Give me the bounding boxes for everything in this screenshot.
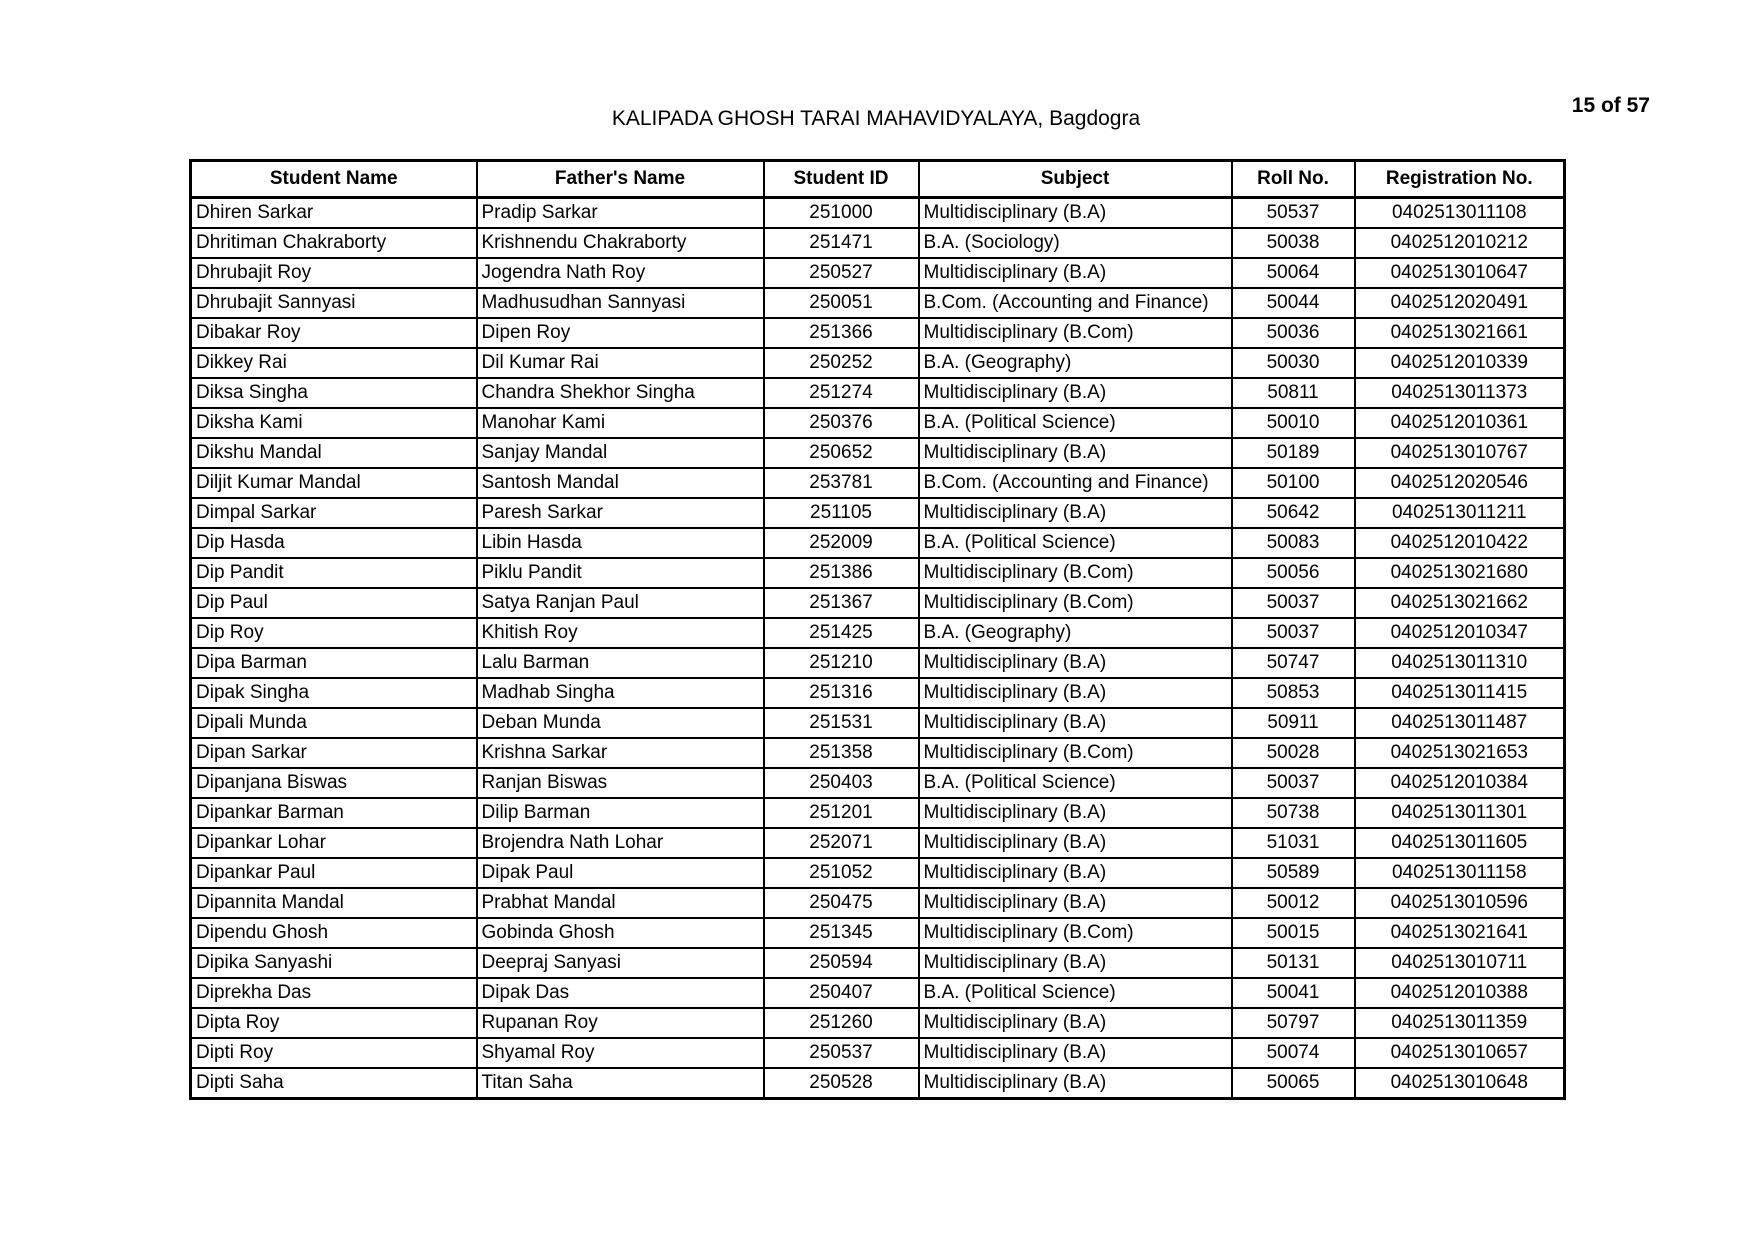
cell-student-id: 250594 (764, 948, 919, 978)
cell-student-name: Diljit Kumar Mandal (191, 468, 477, 498)
cell-father-name: Pradip Sarkar (477, 198, 764, 229)
cell-registration-no: 0402513021680 (1355, 558, 1565, 588)
cell-subject: Multidisciplinary (B.A) (919, 798, 1232, 828)
cell-registration-no: 0402513010596 (1355, 888, 1565, 918)
cell-father-name: Satya Ranjan Paul (477, 588, 764, 618)
cell-student-name: Dipali Munda (191, 708, 477, 738)
column-header-father-name: Father's Name (477, 161, 764, 198)
cell-father-name: Brojendra Nath Lohar (477, 828, 764, 858)
cell-subject: Multidisciplinary (B.A) (919, 1038, 1232, 1068)
cell-registration-no: 0402513010767 (1355, 438, 1565, 468)
cell-student-id: 250652 (764, 438, 919, 468)
cell-father-name: Dil Kumar Rai (477, 348, 764, 378)
cell-subject: B.A. (Political Science) (919, 408, 1232, 438)
cell-roll-no: 50015 (1232, 918, 1355, 948)
cell-subject: B.A. (Geography) (919, 618, 1232, 648)
cell-registration-no: 0402512010212 (1355, 228, 1565, 258)
cell-student-name: Dipti Roy (191, 1038, 477, 1068)
table-row (191, 648, 1565, 678)
table-row (191, 948, 1565, 978)
column-header-roll-no: Roll No. (1232, 161, 1355, 198)
table-row (191, 768, 1565, 798)
cell-subject: Multidisciplinary (B.A) (919, 1008, 1232, 1038)
cell-roll-no: 50074 (1232, 1038, 1355, 1068)
cell-roll-no: 50811 (1232, 378, 1355, 408)
cell-student-name: Dipannita Mandal (191, 888, 477, 918)
cell-student-id: 250376 (764, 408, 919, 438)
cell-student-id: 250407 (764, 978, 919, 1008)
table-row (191, 348, 1565, 378)
cell-student-id: 251358 (764, 738, 919, 768)
cell-roll-no: 50911 (1232, 708, 1355, 738)
cell-subject: B.A. (Political Science) (919, 978, 1232, 1008)
cell-father-name: Khitish Roy (477, 618, 764, 648)
cell-father-name: Libin Hasda (477, 528, 764, 558)
cell-father-name: Krishnendu Chakraborty (477, 228, 764, 258)
cell-roll-no: 50037 (1232, 768, 1355, 798)
cell-student-id: 251367 (764, 588, 919, 618)
cell-registration-no: 0402513010647 (1355, 258, 1565, 288)
cell-roll-no: 50131 (1232, 948, 1355, 978)
cell-registration-no: 0402513010648 (1355, 1068, 1565, 1099)
cell-registration-no: 0402513011605 (1355, 828, 1565, 858)
cell-student-id: 252009 (764, 528, 919, 558)
cell-roll-no: 50853 (1232, 678, 1355, 708)
cell-student-id: 250528 (764, 1068, 919, 1099)
table-row (191, 1068, 1565, 1099)
cell-student-id: 251471 (764, 228, 919, 258)
cell-registration-no: 0402513021641 (1355, 918, 1565, 948)
cell-roll-no: 50100 (1232, 468, 1355, 498)
cell-roll-no: 50036 (1232, 318, 1355, 348)
page-title: KALIPADA GHOSH TARAI MAHAVIDYALAYA, Bagdogra (611, 107, 1141, 130)
cell-roll-no: 51031 (1232, 828, 1355, 858)
cell-roll-no: 50044 (1232, 288, 1355, 318)
table-row (191, 888, 1565, 918)
cell-student-name: Diksa Singha (191, 378, 477, 408)
cell-subject: Multidisciplinary (B.Com) (919, 318, 1232, 348)
cell-student-id: 251531 (764, 708, 919, 738)
cell-father-name: Titan Saha (477, 1068, 764, 1099)
cell-roll-no: 50037 (1232, 618, 1355, 648)
cell-student-id: 253781 (764, 468, 919, 498)
cell-father-name: Shyamal Roy (477, 1038, 764, 1068)
cell-roll-no: 50041 (1232, 978, 1355, 1008)
cell-registration-no: 0402513011487 (1355, 708, 1565, 738)
cell-father-name: Lalu Barman (477, 648, 764, 678)
cell-student-id: 251260 (764, 1008, 919, 1038)
cell-subject: Multidisciplinary (B.Com) (919, 558, 1232, 588)
cell-student-name: Diksha Kami (191, 408, 477, 438)
cell-subject: B.A. (Political Science) (919, 528, 1232, 558)
cell-student-id: 250527 (764, 258, 919, 288)
cell-student-name: Dikkey Rai (191, 348, 477, 378)
cell-roll-no: 50589 (1232, 858, 1355, 888)
cell-father-name: Chandra Shekhor Singha (477, 378, 764, 408)
cell-registration-no: 0402513011359 (1355, 1008, 1565, 1038)
cell-student-name: Dhrubajit Roy (191, 258, 477, 288)
cell-father-name: Dipak Das (477, 978, 764, 1008)
cell-student-name: Dimpal Sarkar (191, 498, 477, 528)
cell-father-name: Santosh Mandal (477, 468, 764, 498)
cell-subject: B.A. (Political Science) (919, 768, 1232, 798)
cell-registration-no: 0402512010347 (1355, 618, 1565, 648)
cell-roll-no: 50056 (1232, 558, 1355, 588)
cell-registration-no: 0402512020546 (1355, 468, 1565, 498)
cell-roll-no: 50797 (1232, 1008, 1355, 1038)
cell-father-name: Dilip Barman (477, 798, 764, 828)
cell-roll-no: 50038 (1232, 228, 1355, 258)
cell-student-name: Dipendu Ghosh (191, 918, 477, 948)
table-row (191, 678, 1565, 708)
cell-student-name: Dipankar Barman (191, 798, 477, 828)
table-row (191, 498, 1565, 528)
table-row (191, 198, 1565, 229)
cell-roll-no: 50083 (1232, 528, 1355, 558)
cell-roll-no: 50189 (1232, 438, 1355, 468)
cell-registration-no: 0402513011158 (1355, 858, 1565, 888)
cell-registration-no: 0402513011211 (1355, 498, 1565, 528)
table-row (191, 978, 1565, 1008)
table-row (191, 708, 1565, 738)
cell-subject: Multidisciplinary (B.A) (919, 948, 1232, 978)
table-row (191, 858, 1565, 888)
table-row (191, 918, 1565, 948)
cell-registration-no: 0402513021653 (1355, 738, 1565, 768)
cell-subject: B.Com. (Accounting and Finance) (919, 288, 1232, 318)
cell-registration-no: 0402512010422 (1355, 528, 1565, 558)
cell-registration-no: 0402512010361 (1355, 408, 1565, 438)
cell-subject: Multidisciplinary (B.A) (919, 438, 1232, 468)
cell-student-name: Dipa Barman (191, 648, 477, 678)
cell-student-name: Dipan Sarkar (191, 738, 477, 768)
cell-father-name: Jogendra Nath Roy (477, 258, 764, 288)
cell-father-name: Krishna Sarkar (477, 738, 764, 768)
cell-student-id: 251366 (764, 318, 919, 348)
cell-father-name: Paresh Sarkar (477, 498, 764, 528)
cell-registration-no: 0402513011310 (1355, 648, 1565, 678)
cell-student-id: 250537 (764, 1038, 919, 1068)
cell-student-name: Diprekha Das (191, 978, 477, 1008)
cell-father-name: Dipen Roy (477, 318, 764, 348)
table-row (191, 378, 1565, 408)
table-row (191, 228, 1565, 258)
cell-registration-no: 0402513010711 (1355, 948, 1565, 978)
cell-student-id: 250252 (764, 348, 919, 378)
cell-registration-no: 0402513011301 (1355, 798, 1565, 828)
cell-subject: B.Com. (Accounting and Finance) (919, 468, 1232, 498)
cell-student-name: Dhiren Sarkar (191, 198, 477, 229)
table-row (191, 1038, 1565, 1068)
cell-student-id: 251105 (764, 498, 919, 528)
cell-registration-no: 0402513011415 (1355, 678, 1565, 708)
cell-roll-no: 50738 (1232, 798, 1355, 828)
cell-father-name: Manohar Kami (477, 408, 764, 438)
cell-registration-no: 0402513011108 (1355, 198, 1565, 229)
cell-registration-no: 0402512010339 (1355, 348, 1565, 378)
cell-roll-no: 50037 (1232, 588, 1355, 618)
cell-registration-no: 0402513021662 (1355, 588, 1565, 618)
cell-subject: Multidisciplinary (B.A) (919, 708, 1232, 738)
cell-student-name: Dipankar Lohar (191, 828, 477, 858)
table-row (191, 588, 1565, 618)
cell-father-name: Dipak Paul (477, 858, 764, 888)
cell-roll-no: 50642 (1232, 498, 1355, 528)
cell-student-name: Dipanjana Biswas (191, 768, 477, 798)
cell-father-name: Prabhat Mandal (477, 888, 764, 918)
cell-subject: Multidisciplinary (B.A) (919, 378, 1232, 408)
cell-registration-no: 0402512010384 (1355, 768, 1565, 798)
cell-student-name: Dipta Roy (191, 1008, 477, 1038)
cell-registration-no: 0402512020491 (1355, 288, 1565, 318)
cell-student-id: 250403 (764, 768, 919, 798)
cell-father-name: Piklu Pandit (477, 558, 764, 588)
column-header-student-id: Student ID (764, 161, 919, 198)
page-indicator: 15 of 57 (1571, 94, 1650, 117)
cell-roll-no: 50012 (1232, 888, 1355, 918)
cell-subject: Multidisciplinary (B.Com) (919, 588, 1232, 618)
cell-subject: Multidisciplinary (B.Com) (919, 918, 1232, 948)
column-header-registration-no: Registration No. (1355, 161, 1565, 198)
cell-student-name: Dipika Sanyashi (191, 948, 477, 978)
cell-student-id: 251201 (764, 798, 919, 828)
table-row (191, 258, 1565, 288)
cell-student-id: 252071 (764, 828, 919, 858)
cell-student-id: 250051 (764, 288, 919, 318)
cell-roll-no: 50028 (1232, 738, 1355, 768)
cell-father-name: Sanjay Mandal (477, 438, 764, 468)
column-header-student-name: Student Name (191, 161, 477, 198)
cell-father-name: Gobinda Ghosh (477, 918, 764, 948)
table-row (191, 738, 1565, 768)
cell-father-name: Madhab Singha (477, 678, 764, 708)
cell-registration-no: 0402513011373 (1355, 378, 1565, 408)
table-row (191, 318, 1565, 348)
cell-student-id: 251052 (764, 858, 919, 888)
cell-student-name: Dip Paul (191, 588, 477, 618)
table-row (191, 618, 1565, 648)
cell-student-name: Dipankar Paul (191, 858, 477, 888)
cell-roll-no: 50030 (1232, 348, 1355, 378)
cell-student-name: Dipak Singha (191, 678, 477, 708)
cell-student-id: 251210 (764, 648, 919, 678)
cell-subject: Multidisciplinary (B.A) (919, 858, 1232, 888)
cell-subject: Multidisciplinary (B.Com) (919, 738, 1232, 768)
cell-subject: Multidisciplinary (B.A) (919, 648, 1232, 678)
cell-student-id: 250475 (764, 888, 919, 918)
table-body (191, 198, 1565, 1099)
students-table (189, 159, 1566, 1100)
cell-student-name: Dip Pandit (191, 558, 477, 588)
cell-student-id: 251000 (764, 198, 919, 229)
cell-student-name: Dikshu Mandal (191, 438, 477, 468)
cell-student-name: Dhritiman Chakraborty (191, 228, 477, 258)
cell-subject: Multidisciplinary (B.A) (919, 888, 1232, 918)
table-header-row (191, 161, 1565, 198)
cell-subject: Multidisciplinary (B.A) (919, 828, 1232, 858)
cell-roll-no: 50010 (1232, 408, 1355, 438)
table-row (191, 828, 1565, 858)
table-row (191, 468, 1565, 498)
cell-father-name: Deban Munda (477, 708, 764, 738)
cell-roll-no: 50065 (1232, 1068, 1355, 1099)
cell-registration-no: 0402513021661 (1355, 318, 1565, 348)
cell-father-name: Ranjan Biswas (477, 768, 764, 798)
table-row (191, 558, 1565, 588)
cell-roll-no: 50064 (1232, 258, 1355, 288)
cell-subject: Multidisciplinary (B.A) (919, 258, 1232, 288)
cell-student-name: Dipti Saha (191, 1068, 477, 1099)
cell-student-name: Dibakar Roy (191, 318, 477, 348)
cell-subject: B.A. (Sociology) (919, 228, 1232, 258)
table-row (191, 438, 1565, 468)
table-row (191, 408, 1565, 438)
table-row (191, 798, 1565, 828)
cell-student-name: Dip Roy (191, 618, 477, 648)
cell-registration-no: 0402512010388 (1355, 978, 1565, 1008)
cell-subject: Multidisciplinary (B.A) (919, 1068, 1232, 1099)
table-row (191, 1008, 1565, 1038)
cell-father-name: Madhusudhan Sannyasi (477, 288, 764, 318)
cell-father-name: Deepraj Sanyasi (477, 948, 764, 978)
cell-subject: Multidisciplinary (B.A) (919, 198, 1232, 229)
cell-roll-no: 50747 (1232, 648, 1355, 678)
cell-student-id: 251386 (764, 558, 919, 588)
cell-student-id: 251316 (764, 678, 919, 708)
cell-student-id: 251425 (764, 618, 919, 648)
table-row (191, 288, 1565, 318)
cell-subject: B.A. (Geography) (919, 348, 1232, 378)
cell-student-id: 251274 (764, 378, 919, 408)
cell-father-name: Rupanan Roy (477, 1008, 764, 1038)
cell-student-id: 251345 (764, 918, 919, 948)
cell-registration-no: 0402513010657 (1355, 1038, 1565, 1068)
cell-subject: Multidisciplinary (B.A) (919, 678, 1232, 708)
cell-roll-no: 50537 (1232, 198, 1355, 229)
cell-subject: Multidisciplinary (B.A) (919, 498, 1232, 528)
cell-student-name: Dip Hasda (191, 528, 477, 558)
cell-student-name: Dhrubajit Sannyasi (191, 288, 477, 318)
table-row (191, 528, 1565, 558)
column-header-subject: Subject (919, 161, 1232, 198)
